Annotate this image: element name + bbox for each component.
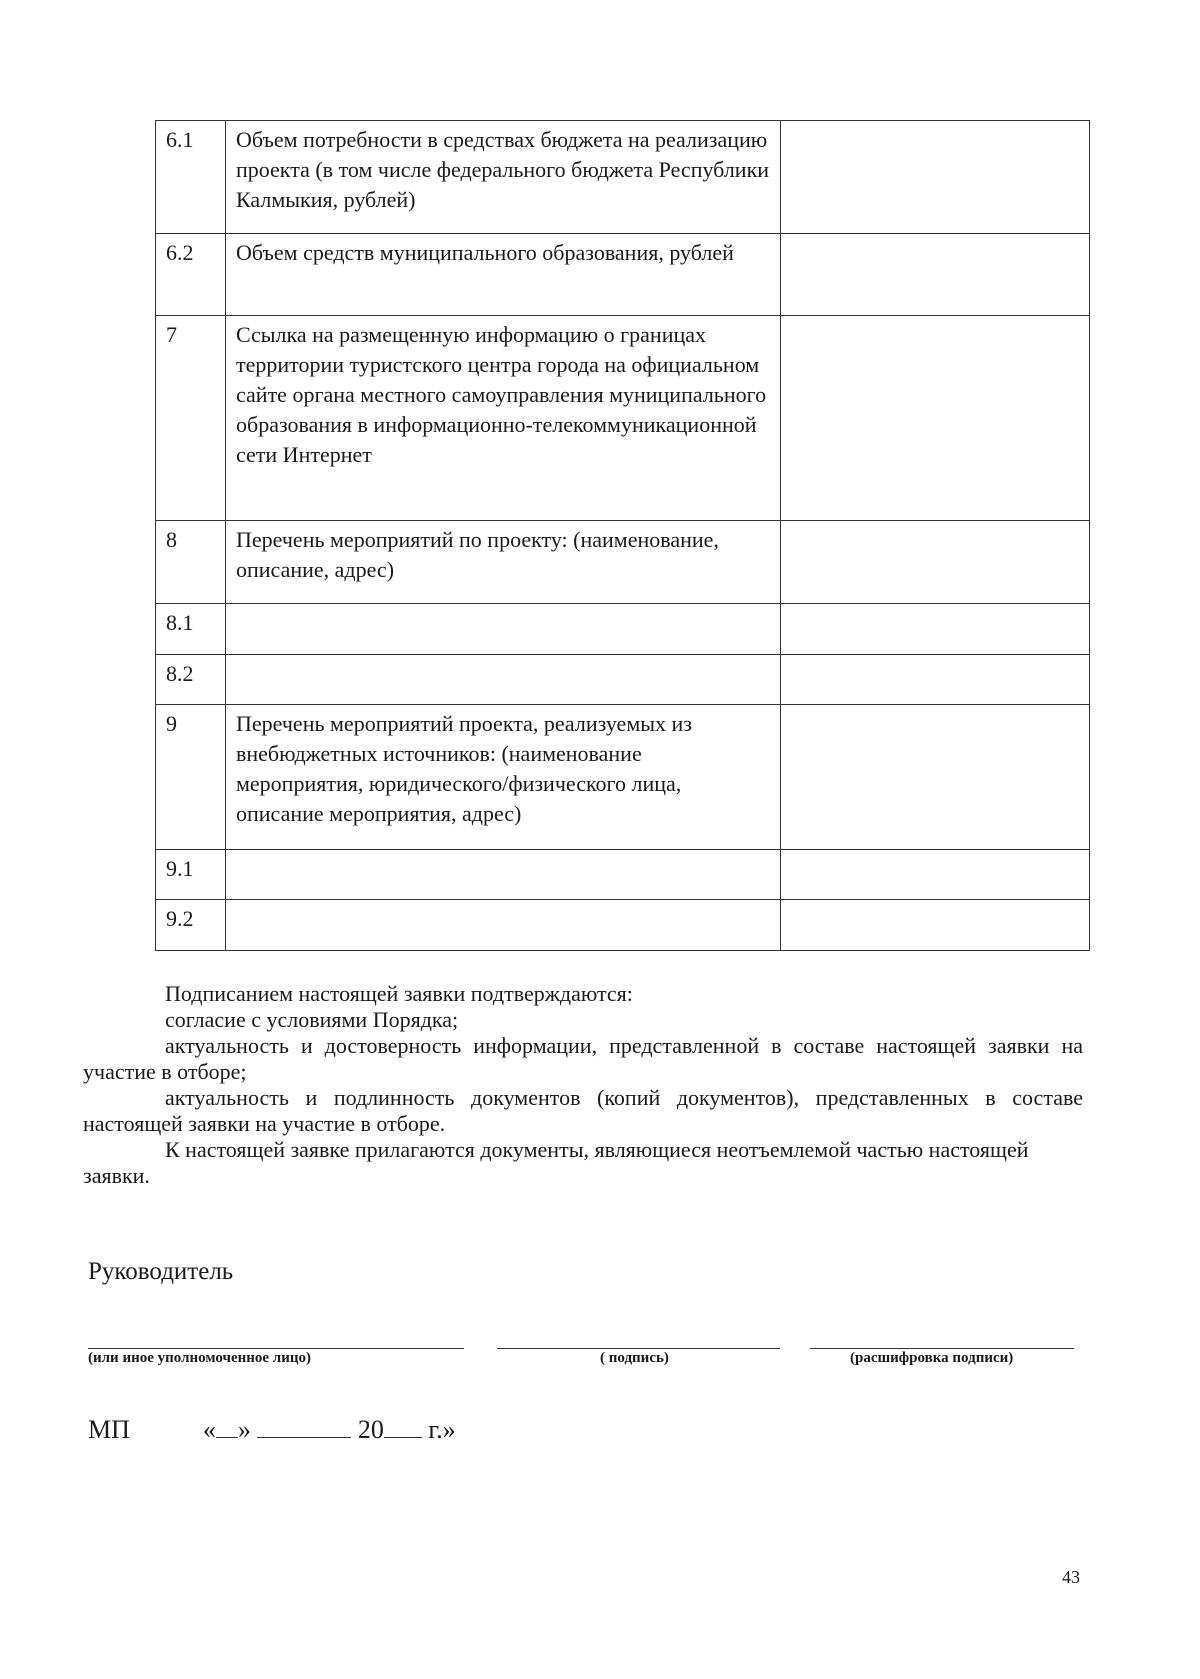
table-row [156,604,1090,655]
row-number: 8.2 [156,655,226,705]
table-row [156,850,1090,900]
row-number: 7 [156,316,226,521]
table-row [156,705,1090,850]
row-description [226,850,781,900]
row-number: 9.1 [156,850,226,900]
row-value [781,521,1090,604]
year-suffix: г.» [428,1415,456,1444]
head-label: Руководитель [88,1258,234,1285]
confirmation-item: актуальность и подлинность документов (копий документов), представленных в составе настоящей заявки на участие в отборе. [83,1085,1083,1136]
row-description [226,604,781,655]
row-number: 9.2 [156,900,226,951]
row-number: 9 [156,705,226,850]
table-row [156,900,1090,951]
row-description: Объем средств муниципального образования, рублей [226,234,781,316]
row-description [226,655,781,705]
stamp-date-row [88,1415,456,1445]
row-description: Перечень мероприятий проекта, реализуемых из внебюджетных источников: (наименование мероприятия, юридического/физического лица, описание мероприятия, адрес) [226,705,781,850]
day-blank [216,1415,238,1438]
row-value [781,604,1090,655]
row-description: Объем потребности в средствах бюджета на реализацию проекта (в том числе федерального бюджета Республики Калмыкия, рублей) [226,121,781,234]
year-prefix: 20 [357,1415,384,1444]
page-number: 43 [1062,1567,1080,1587]
row-description: Перечень мероприятий по проекту: (наименование, описание, адрес) [226,521,781,604]
row-value [781,316,1090,521]
person-caption: (или иное уполномоченное лицо) [88,1350,311,1366]
row-number: 6.1 [156,121,226,234]
row-value [781,850,1090,900]
month-blank [257,1415,351,1438]
confirmation-item: актуальность и достоверность информации, представленной в составе настоящей заявки на участие в отборе; [83,1033,1083,1084]
table-row [156,655,1090,705]
row-value [781,705,1090,850]
year-blank [384,1415,422,1438]
confirmation-item: согласие с условиями Порядка; [165,1007,459,1032]
row-value [781,121,1090,234]
signature-caption: ( подпись) [600,1350,669,1366]
attachments-note: К настоящей заявке прилагаются документы, являющиеся неотъемлемой частью настоящей заявки. [83,1137,1029,1188]
row-number: 8 [156,521,226,604]
application-table [155,120,1090,951]
date-close-quote: » [237,1415,251,1444]
row-value [781,234,1090,316]
table-row [156,121,1090,234]
stamp-label: МП [88,1415,130,1444]
row-value [781,655,1090,705]
signature-line [497,1348,780,1349]
row-value [781,900,1090,951]
confirmation-intro: Подписанием настоящей заявки подтверждаются: [165,981,633,1006]
confirmation-text [83,981,1083,1189]
decoding-caption: (расшифровка подписи) [850,1350,1014,1366]
row-number: 6.2 [156,234,226,316]
row-description [226,900,781,951]
row-number: 8.1 [156,604,226,655]
row-description: Ссылка на размещенную информацию о границах территории туристского центра города на официальном сайте органа местного самоуправления муниципального образования в информационно-телекоммуникационной сети Интернет [226,316,781,521]
table-row [156,316,1090,521]
person-signature-line [88,1348,464,1349]
table-row [156,521,1090,604]
table-row [156,234,1090,316]
date-open-quote: « [202,1415,216,1444]
decoding-signature-line [810,1348,1074,1349]
